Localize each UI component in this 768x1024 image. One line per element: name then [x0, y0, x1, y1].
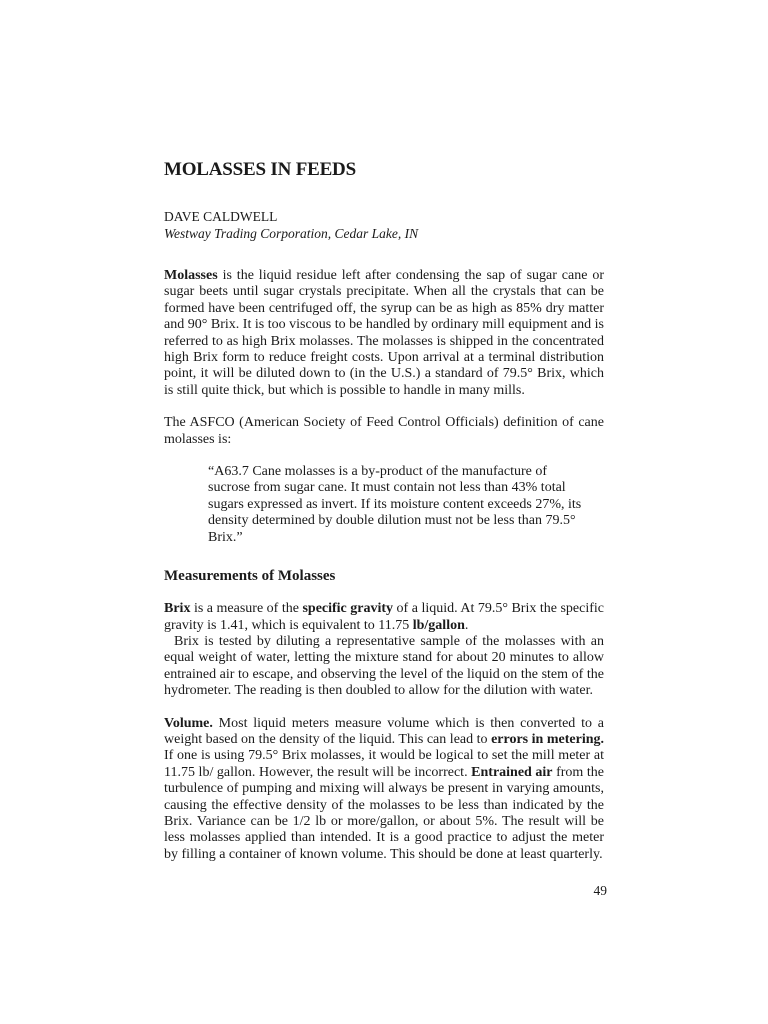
brix-text-1: is a measure of the: [190, 601, 303, 617]
brix-text-2: of a liquid. At 79.5° Brix the specific gravity is 1.41, which is equivalent to 11.75: [164, 601, 604, 633]
brix-lead-term: Brix: [164, 601, 191, 617]
volume-bold-entrained-air: Entrained air: [471, 764, 553, 780]
brix-paragraph: [164, 601, 604, 634]
brix-text-3: .: [464, 617, 469, 633]
brix-bold-specific-gravity: specific gravity: [302, 601, 394, 617]
intro-text: is the liquid residue left after condensing the sap of sugar cane or sugar beets until sugar crystals precipitate. When all the crystals that can be formed have been centrifuged off, the syrup can be as high as 85% dry matter and 90° Brix. It is too viscous to be handled by ordinary mill equipment and is referred to as high Brix molasses. The molasses is shipped in the concentrated high Brix form to reduce freight costs. Upon arrival at a terminal distribution point, it will be diluted down to (in the U.S.) a standard of 79.5° Brix, which is still quite thick, but which is possible to handle in many mills.: [164, 268, 604, 398]
volume-text-1: Most liquid meters measure volume which is then converted to a weight based on the density of the liquid. This can lead to: [164, 715, 604, 747]
volume-lead-term: Volume.: [164, 715, 213, 731]
volume-paragraph: [164, 716, 604, 864]
section-heading: Measurements of Molasses: [164, 568, 336, 585]
article-title: MOLASSES IN FEEDS: [164, 159, 356, 180]
asfco-intro-paragraph: The ASFCO (American Society of Feed Control Officials) definition of cane molasses is:: [164, 415, 604, 447]
author-affiliation: Westway Trading Corporation, Cedar Lake, IN: [164, 226, 419, 241]
volume-text-2: If one is using 79.5° Brix molasses, it would be logical to set the mill meter at 11.75 lb/ gallon. However, the result will be incorrect.: [164, 748, 604, 780]
asfco-definition-quote: “A63.7 Cane molasses is a by-product of the manufacture of sucrose from sugar cane. It must contain not less than 43% total sugars expressed as invert. If its moisture content exceeds 27%, its density determined by double dilution must not be less than 79.5° Brix.”: [208, 464, 582, 545]
brix-test-paragraph: Brix is tested by diluting a representative sample of the molasses with an equal weight of water, letting the mixture stand for about 20 minutes to allow entrained air to escape, and observing the level of the liquid on the stem of the hydrometer. The reading is then doubled to allow for the dilution with water.: [164, 633, 604, 699]
volume-text-3: from the turbulence of pumping and mixing will always be present in varying amounts, causing the effective density of the molasses to be less than indicated by the Brix. Variance can be 1/2 lb or more/gallon, or about 5%. The result will be less molasses applied than intended. It is a good practice to adjust the meter by filling a container of known volume. This should be done at least quarterly.: [164, 764, 604, 862]
intro-paragraph: [164, 268, 604, 399]
page-number: 49: [593, 883, 607, 898]
brix-bold-lb-gallon: lb/gallon: [412, 617, 465, 633]
intro-lead-term: Molasses: [164, 268, 218, 283]
author-name: DAVE CALDWELL: [164, 209, 278, 224]
article-body: [164, 158, 604, 863]
volume-bold-errors: errors in metering.: [491, 731, 605, 747]
